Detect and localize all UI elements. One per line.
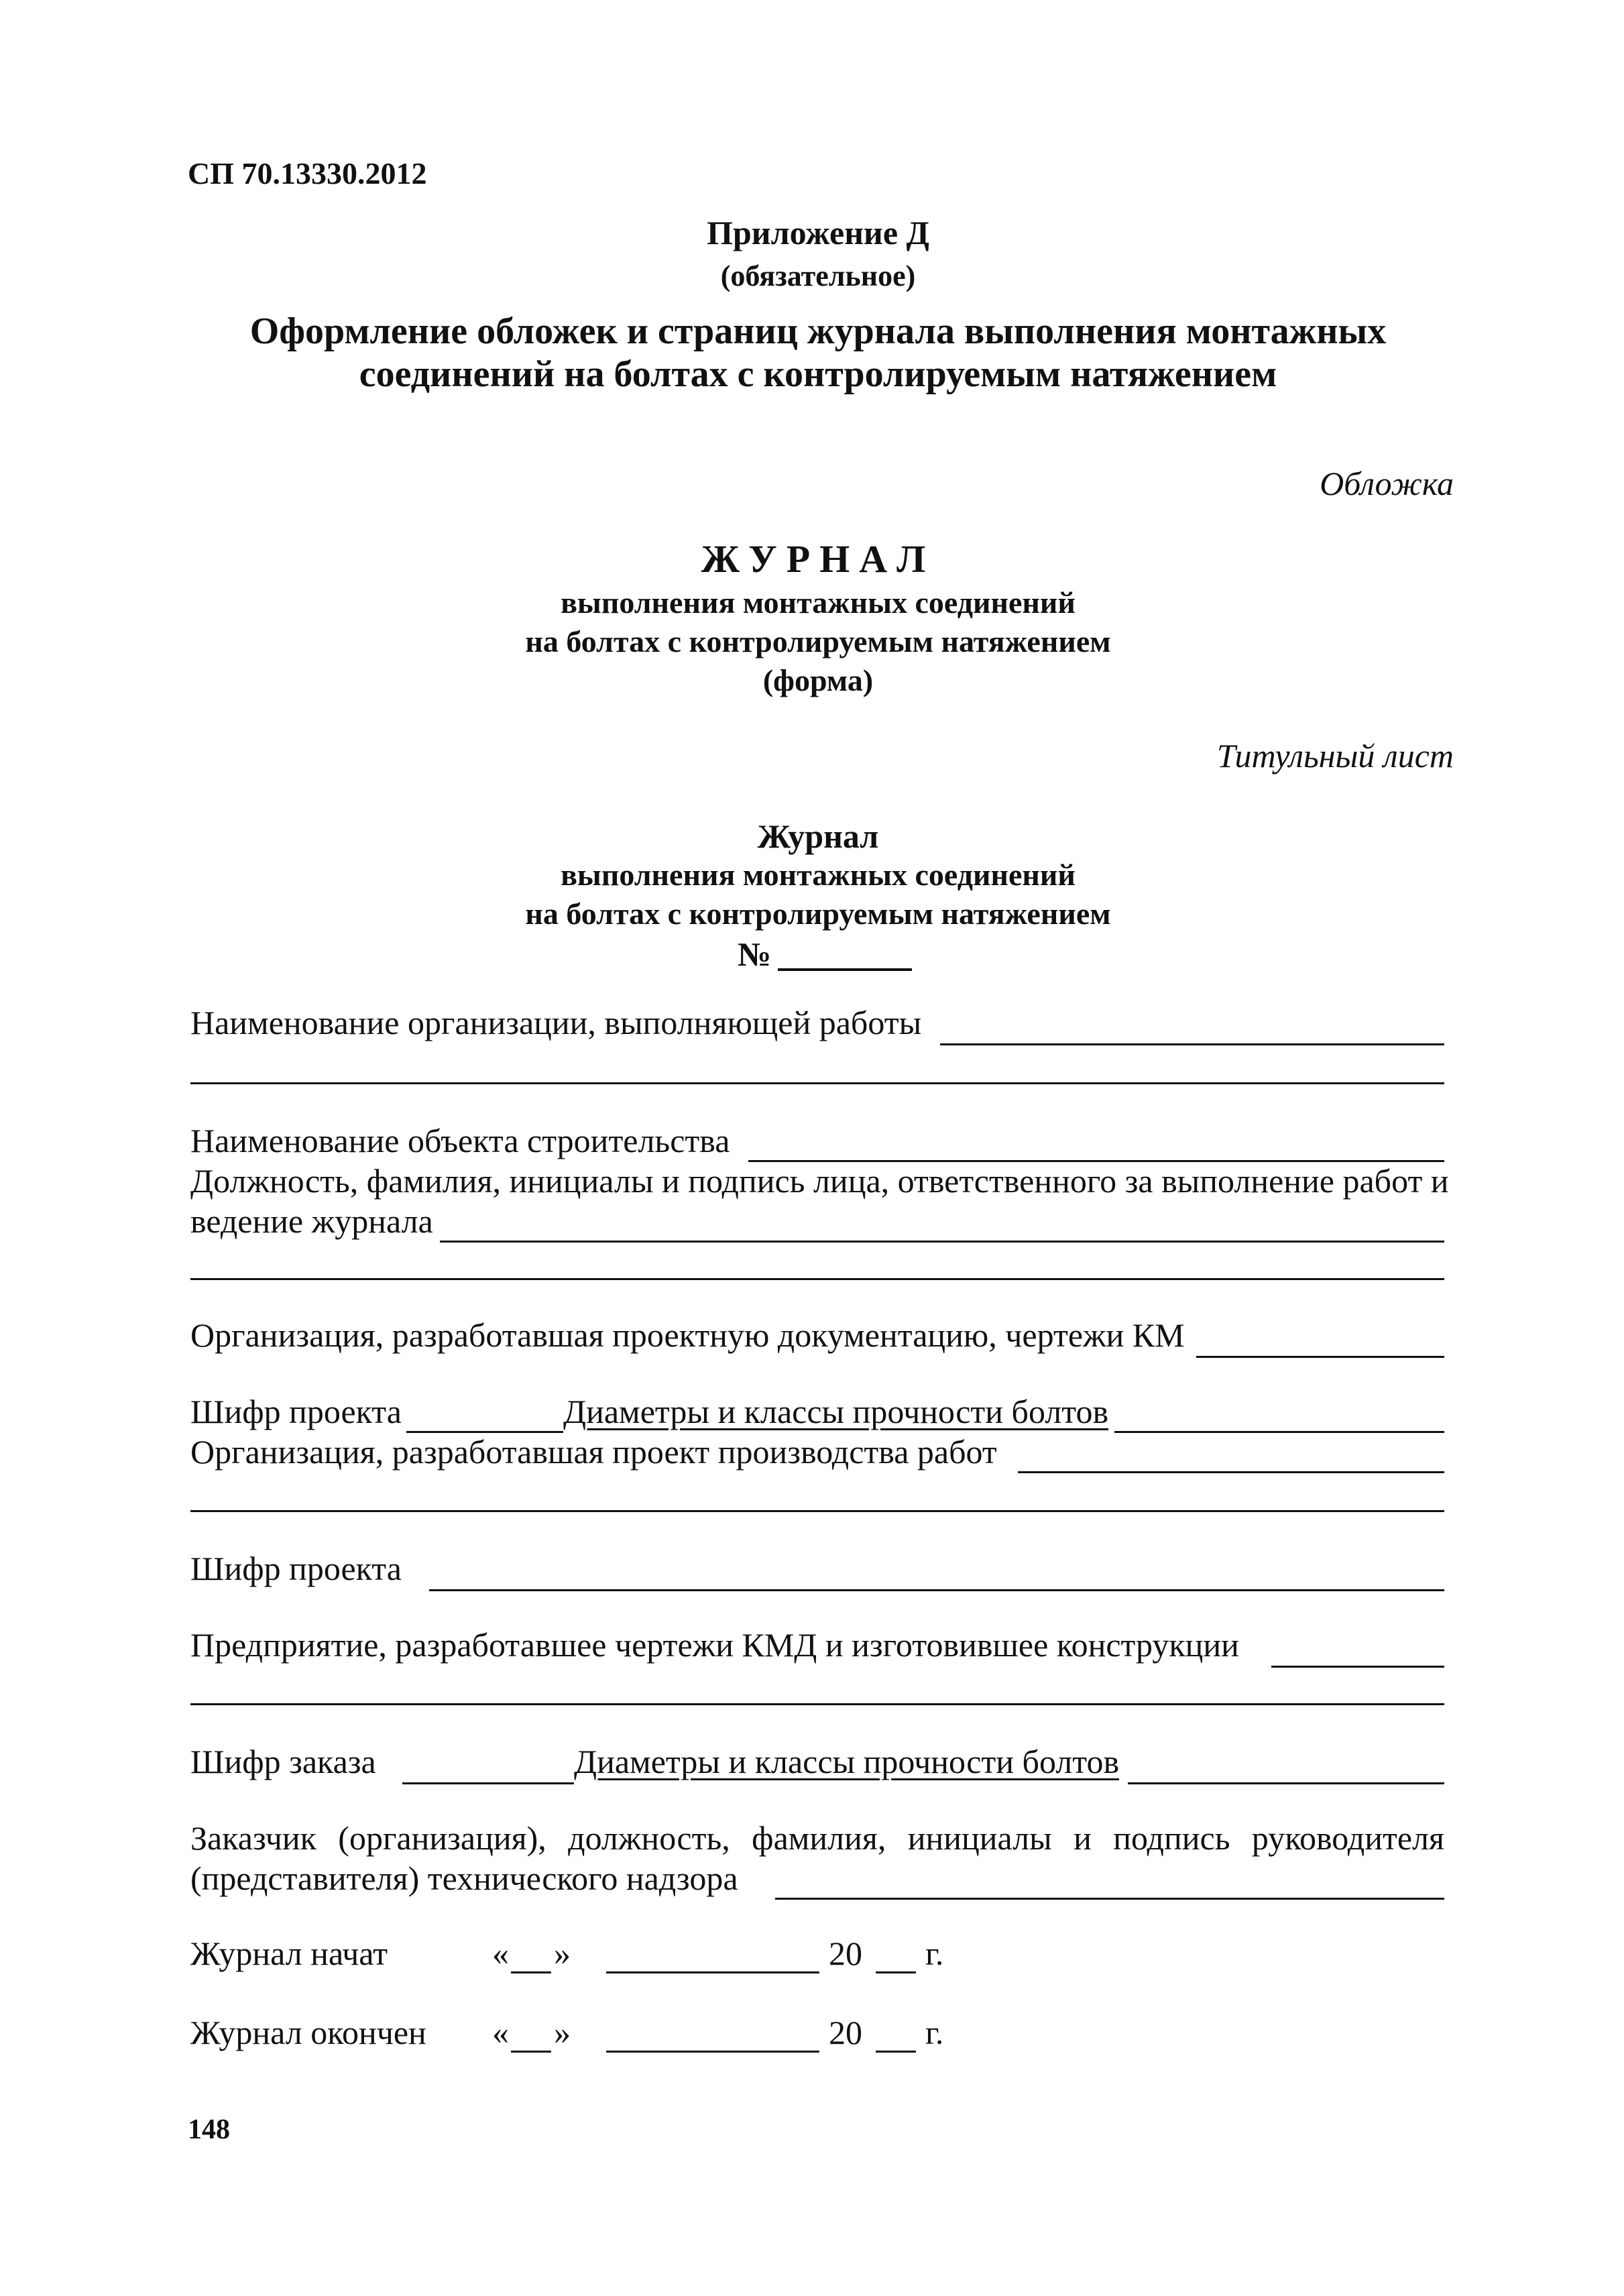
project-cipher-field-1b[interactable] — [1114, 1431, 1444, 1433]
title-sheet-label: Титульный лист — [1216, 737, 1454, 774]
kmd-enterprise-field-2[interactable] — [190, 1703, 1444, 1705]
org-performing-field-2[interactable] — [190, 1082, 1444, 1084]
project-cipher-label-1: Шифр проекта — [190, 1393, 402, 1430]
title-sheet-subtitle-line2: на болтах с контролируемым натяжением — [525, 897, 1111, 931]
journal-finished-quote-open: « — [492, 2014, 509, 2051]
project-cipher-field-2[interactable] — [429, 1589, 1444, 1591]
title-sheet-subtitle — [188, 856, 1448, 933]
object-name-label: Наименование объекта строительства — [190, 1122, 730, 1159]
section-title-line2: соединений на болтах с контролируемым натяжением — [359, 353, 1277, 395]
responsible-field[interactable] — [440, 1241, 1444, 1243]
kmd-enterprise-field[interactable] — [1271, 1666, 1444, 1668]
journal-started-year-field[interactable] — [876, 1971, 916, 1973]
cover-subtitle-line2: на болтах с контролируемым натяжением — [525, 624, 1111, 658]
org-ppr-field[interactable] — [1018, 1471, 1444, 1473]
order-cipher-label: Шифр заказа — [190, 1743, 376, 1780]
customer-field[interactable] — [775, 1898, 1444, 1900]
kmd-enterprise-label: Предприятие, разработавшее чертежи КМД и изготовившее конструкции — [190, 1626, 1239, 1664]
customer-label-line1: Заказчик (организация), должность, фамилия, инициалы и подпись руководителя — [190, 1819, 1444, 1857]
order-cipher-field-b[interactable] — [1128, 1782, 1444, 1784]
cover-subtitle — [188, 583, 1448, 700]
journal-started-day-field[interactable] — [511, 1971, 551, 1973]
journal-started-year-prefix: 20 — [829, 1935, 862, 1972]
page-number: 148 — [188, 2114, 230, 2145]
journal-finished-year-suffix: г. — [925, 2014, 944, 2051]
appendix-note: (обязательное) — [720, 260, 916, 292]
bolts-note-2: Диаметры и классы прочности болтов — [574, 1743, 1120, 1780]
journal-started-year-suffix: г. — [925, 1935, 944, 1972]
org-design-label: Организация, разработавшая проектную документацию, чертежи КМ — [190, 1316, 1185, 1354]
bolts-note-1: Диаметры и классы прочности болтов — [563, 1393, 1109, 1430]
responsible-field-2[interactable] — [190, 1278, 1444, 1280]
journal-started-label: Журнал начат — [190, 1935, 388, 1972]
org-ppr-field-2[interactable] — [190, 1510, 1444, 1512]
journal-started-quote-close: » — [554, 1935, 571, 1972]
org-ppr-label: Организация, разработавшая проект производства работ — [190, 1433, 997, 1471]
customer-label-line2: (представителя) технического надзора — [190, 1859, 738, 1897]
cover-subtitle-line1: выполнения монтажных соединений — [561, 585, 1076, 620]
journal-number-field[interactable] — [778, 968, 912, 971]
journal-finished-year-prefix: 20 — [829, 2014, 862, 2051]
journal-finished-month-field[interactable] — [606, 2051, 819, 2053]
standard-code: СП 70.13330.2012 — [188, 156, 427, 190]
appendix-title: Приложение Д — [707, 214, 929, 251]
journal-number-sign: № — [738, 935, 772, 973]
org-design-field[interactable] — [1196, 1356, 1444, 1358]
cover-subtitle-line3: (форма) — [762, 663, 874, 697]
section-title-line1: Оформление обложек и страниц журнала выполнения монтажных — [249, 310, 1387, 352]
journal-finished-year-field[interactable] — [876, 2051, 916, 2053]
journal-finished-day-field[interactable] — [511, 2051, 551, 2053]
journal-finished-quote-close: » — [554, 2014, 571, 2051]
order-cipher-field-a[interactable] — [402, 1782, 574, 1784]
journal-started-month-field[interactable] — [606, 1971, 819, 1973]
org-performing-field[interactable] — [940, 1043, 1444, 1045]
journal-started-quote-open: « — [492, 1935, 509, 1972]
responsible-label-line1: Должность, фамилия, инициалы и подпись лица, ответственного за выполнение работ и — [190, 1162, 1449, 1200]
responsible-label-line2: ведение журнала — [190, 1202, 433, 1240]
journal-finished-label: Журнал окончен — [190, 2014, 426, 2051]
section-title — [188, 310, 1448, 396]
title-sheet-title: Журнал — [757, 817, 879, 855]
cover-label: Обложка — [1320, 465, 1454, 502]
project-cipher-label-2: Шифр проекта — [190, 1550, 402, 1587]
org-performing-label: Наименование организации, выполняющей работы — [190, 1004, 922, 1041]
title-sheet-subtitle-line1: выполнения монтажных соединений — [561, 858, 1076, 892]
cover-title: ЖУРНАЛ — [701, 537, 935, 581]
